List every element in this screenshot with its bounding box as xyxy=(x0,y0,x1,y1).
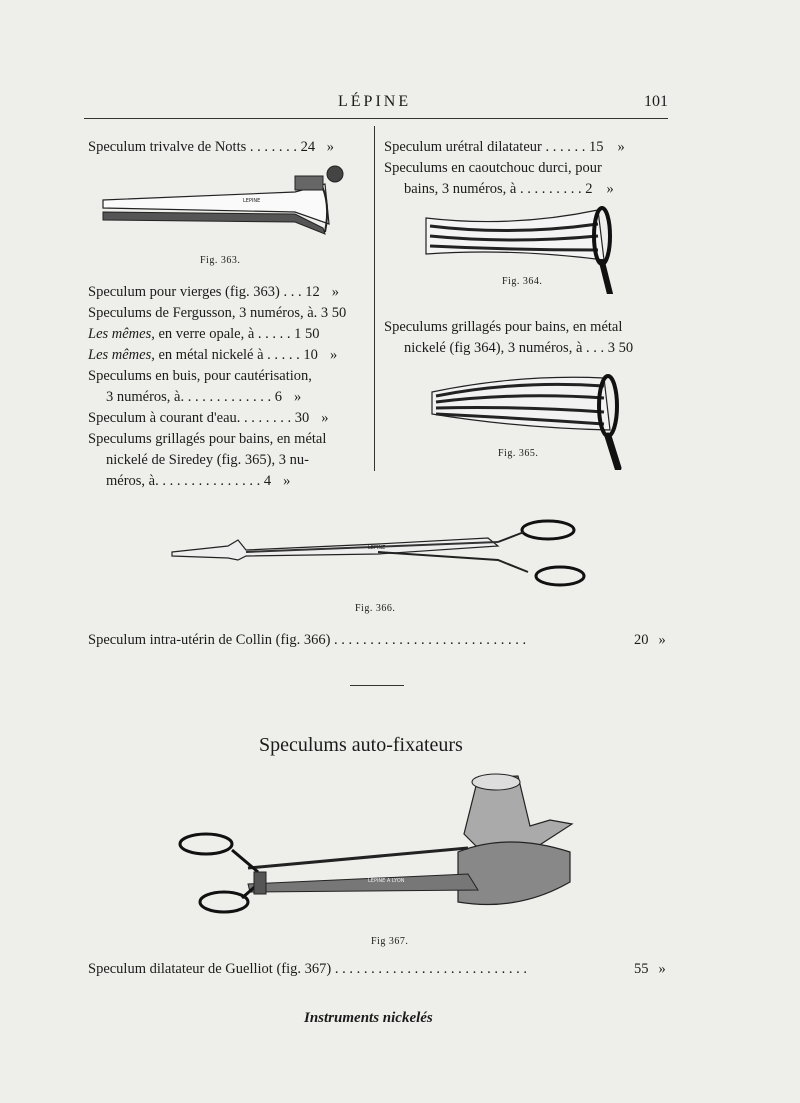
header-rule xyxy=(84,118,668,119)
figure-367-caption: Fig 367. xyxy=(371,936,409,947)
price-line: Les mêmes, en métal nickelé à . . . . . 10 » xyxy=(88,347,338,363)
footer-note: Instruments nickelés xyxy=(304,1010,433,1026)
section-title: Speculums auto-fixateurs xyxy=(259,734,463,756)
price-line-uretral: Speculum urétral dilatateur . . . . . . 15 » xyxy=(384,139,625,155)
fig367-brand-stamp: LEPINE A LYON xyxy=(368,878,405,884)
figure-367-guelliot-speculum-illustration xyxy=(178,772,578,922)
page-number: 101 xyxy=(644,93,668,110)
price-collin: 20 » xyxy=(634,632,666,648)
price-line-caoutchouc: Speculums en caoutchouc durci, pour xyxy=(384,160,602,176)
figure-365-caption: Fig. 365. xyxy=(498,448,539,459)
figure-366-collin-speculum-illustration xyxy=(168,516,588,596)
fig363-brand-stamp: LEPINE xyxy=(243,198,261,204)
price-line-grillages: Speculums grillagés pour bains, en métal xyxy=(384,319,623,335)
figure-366-caption: Fig. 366. xyxy=(355,603,396,614)
price-line-collin: Speculum intra-utérin de Collin (fig. 366) . . . . . . . . . . . . . . . . . . . . . . . . . . . xyxy=(88,632,527,648)
price-line-caoutchouc-price: bains, 3 numéros, à . . . . . . . . . 2 » xyxy=(404,181,614,197)
price-line: nickelé de Siredey (fig. 365), 3 nu- xyxy=(106,452,309,468)
price-guelliot: 55 » xyxy=(634,961,666,977)
fig366-brand-stamp: LEPINE xyxy=(368,545,386,551)
price-line: méros, à. . . . . . . . . . . . . . . 4 » xyxy=(106,473,291,489)
section-separator xyxy=(350,685,404,686)
figure-364-caption: Fig. 364. xyxy=(502,276,543,287)
price-line: 3 numéros, à. . . . . . . . . . . . . 6 » xyxy=(106,389,302,405)
price-line: Speculums de Fergusson, 3 numéros, à. 3 50 xyxy=(88,305,347,321)
price-line: Les mêmes, en verre opale, à . . . . . 1 50 xyxy=(88,326,320,342)
running-header xyxy=(0,93,800,113)
figure-363-speculum-illustration xyxy=(95,162,355,242)
header-title: LÉPINE xyxy=(338,93,412,110)
price-line: Speculum pour vierges (fig. 363) . . . 12 » xyxy=(88,284,339,300)
price-line: Speculums en buis, pour cautérisation, xyxy=(88,368,312,384)
price-line-notts: Speculum trivalve de Notts . . . . . . . 24 » xyxy=(88,139,335,155)
price-line-guelliot: Speculum dilatateur de Guelliot (fig. 367) . . . . . . . . . . . . . . . . . . . . . . . . . . . xyxy=(88,961,527,977)
figure-363-caption: Fig. 363. xyxy=(200,255,241,266)
column-divider xyxy=(374,126,375,471)
price-line: Speculums grillagés pour bains, en métal xyxy=(88,431,327,447)
price-line-grillages-price: nickelé (fig 364), 3 numéros, à . . . 3 50 xyxy=(404,340,634,356)
price-line: Speculum à courant d'eau. . . . . . . . 30 » xyxy=(88,410,329,426)
